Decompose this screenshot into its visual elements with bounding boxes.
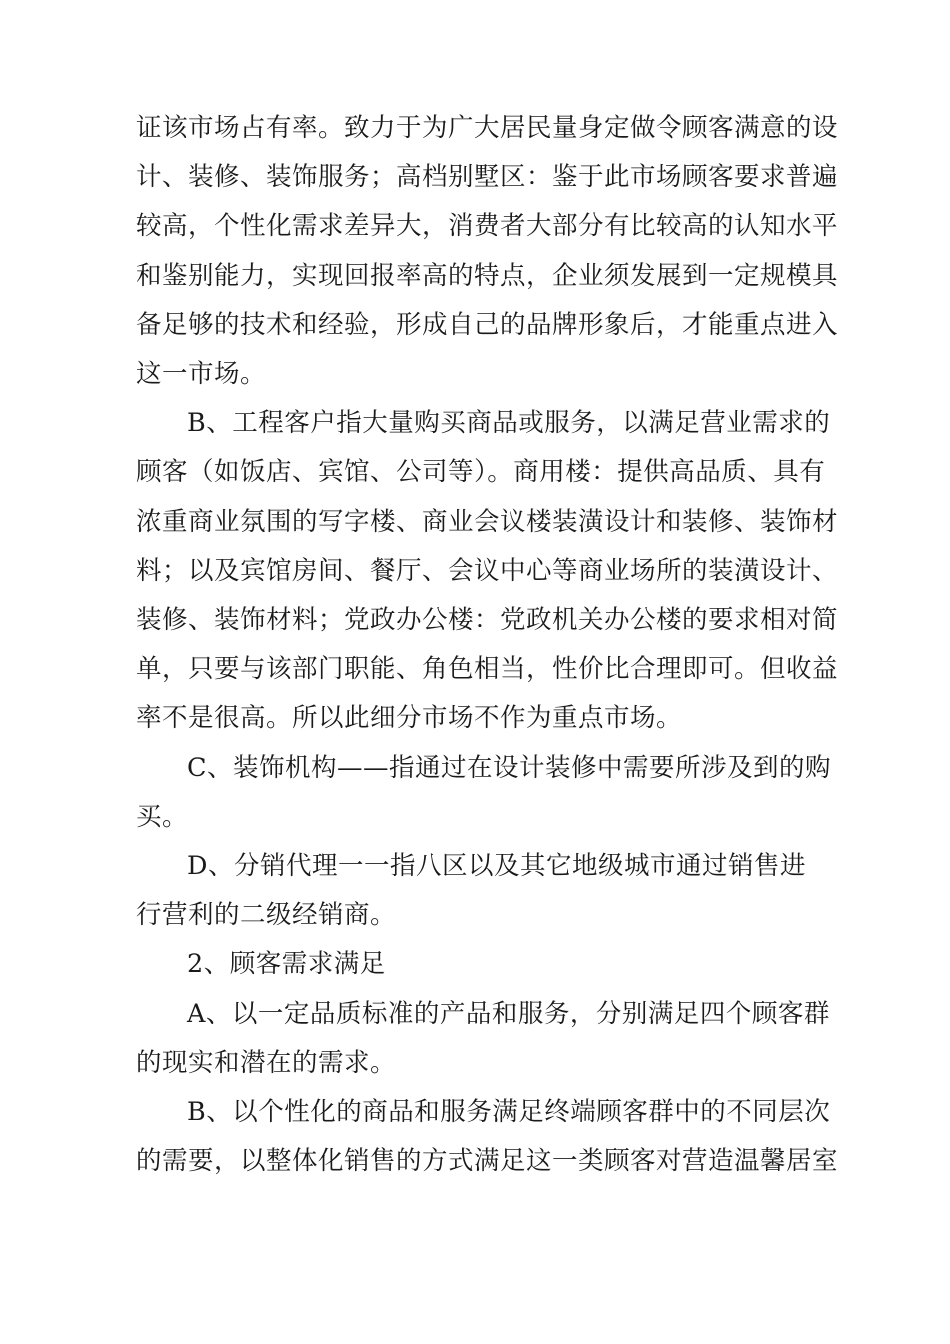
text-line: 单，只要与该部门职能、角色相当，性价比合理即可。但收益 <box>136 654 839 685</box>
text-line: 的现实和潜在的需求。 <box>136 1047 397 1078</box>
text-line: 备足够的技术和经验，形成自己的品牌形象后，才能重点进入 <box>136 309 839 340</box>
text-line: B、以个性化的商品和服务满足终端顾客群中的不同层次 <box>187 1097 831 1128</box>
paragraph-decoration-agencies <box>136 744 836 842</box>
text-line: 浓重商业氛围的写字楼、商业会议楼装潢设计和装修、装饰材 <box>136 506 839 537</box>
text-line: 装修、装饰材料；党政办公楼：党政机关办公楼的要求相对简 <box>136 605 839 636</box>
text-line: 行营利的二级经销商。 <box>136 900 397 931</box>
text-line: 2、顾客需求满足 <box>187 949 386 980</box>
text-line: A、以一定品质标准的产品和服务，分别满足四个顾客群 <box>187 998 830 1029</box>
text-line: D、分销代理一一指八区以及其它地级城市通过销售进 <box>187 851 806 882</box>
text-line: 证该市场占有率。致力于为广大居民量身定做令顾客满意的设 <box>136 113 839 143</box>
document-body <box>136 104 839 1186</box>
text-line: 计、装修、装饰服务；高档别墅区：鉴于此市场顾客要求普遍 <box>136 162 839 193</box>
text-line: 这一市场。 <box>136 359 267 390</box>
text-line: 率不是很高。所以此细分市场不作为重点市场。 <box>136 703 683 734</box>
paragraph-needs-b <box>136 1088 839 1186</box>
text-line: B、工程客户指大量购买商品或服务，以满足营业需求的 <box>187 408 831 439</box>
section-heading-customer-needs <box>136 940 836 989</box>
text-line: 买。 <box>136 801 189 832</box>
paragraph-residential-market <box>136 104 839 399</box>
text-line: 的需要，以整体化销售的方式满足这一类顾客对营造温馨居室 <box>136 1146 839 1177</box>
text-line: 较高，个性化需求差异大，消费者大部分有比较高的认知水平 <box>136 211 839 242</box>
paragraph-distribution-agents <box>136 842 836 940</box>
text-line: 顾客（如饭店、宾馆、公司等）。商用楼：提供高品质、具有 <box>136 457 826 488</box>
text-line: 和鉴别能力，实现回报率高的特点，企业须发展到一定规模具 <box>136 260 839 291</box>
text-line: 料；以及宾馆房间、餐厅、会议中心等商业场所的装潢设计、 <box>136 555 839 586</box>
paragraph-needs-a <box>136 990 836 1088</box>
paragraph-engineering-clients <box>136 399 839 743</box>
text-line: C、装饰机构——指通过在设计装修中需要所涉及到的购 <box>187 752 832 783</box>
